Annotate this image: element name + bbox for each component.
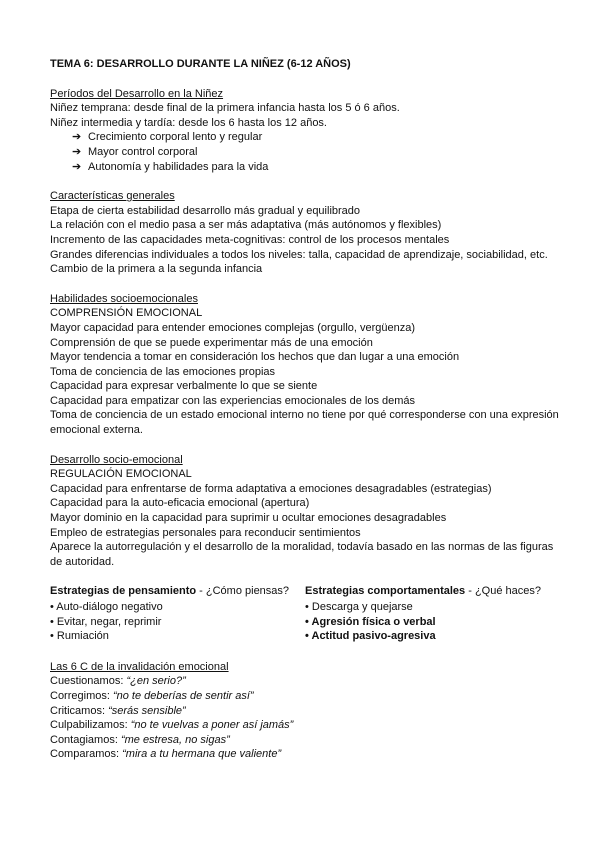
text-line: Mayor tendencia a tomar en consideración los hechos que dan lugar a una emoción: [50, 351, 460, 364]
section-heading: Las 6 C de la invalidación emocional: [50, 660, 229, 673]
strategies-behavioral-label: Estrategias comportamentales: [305, 585, 466, 598]
bullet-item: • Evitar, negar, reprimir: [50, 615, 162, 628]
strategies-columns: [50, 584, 560, 643]
invalidation-verb: Contagiamos:: [50, 733, 121, 746]
arrow-icon: ➔: [72, 131, 82, 144]
section-heading: Desarrollo socio-emocional: [50, 453, 183, 466]
invalidation-item: [50, 674, 560, 689]
invalidation-item: [50, 704, 560, 719]
document-title: TEMA 6: DESARROLLO DURANTE LA NIÑEZ (6-12 AÑOS): [50, 58, 351, 70]
text-line: Capacidad para empatizar con las experiencias emocionales de los demás: [50, 394, 416, 407]
text-line: Niñez intermedia y tardía: desde los 6 hasta los 12 años.: [50, 116, 327, 129]
arrow-icon: ➔: [72, 160, 82, 173]
text-line: Capacidad para enfrentarse de forma adaptativa a emociones desagradables (estrategias): [50, 482, 492, 495]
bullet-item: • Rumiación: [50, 630, 109, 643]
strategies-thinking: [50, 584, 305, 643]
arrow-list: [50, 130, 560, 174]
text-line: Empleo de estrategias personales para reconducir sentimientos: [50, 526, 361, 539]
arrow-item-text: Mayor control corporal: [88, 145, 198, 158]
text-line: Capacidad para la auto-eficacia emocional (apertura): [50, 497, 310, 510]
invalidation-verb: Cuestionamos:: [50, 675, 127, 688]
invalidation-verb: Criticamos:: [50, 704, 109, 717]
text-line: Aparece la autorregulación y el desarrollo de la moralidad, todavía basado en las normas de las figuras de autoridad.: [50, 541, 554, 568]
invalidation-verb: Corregimos:: [50, 689, 113, 702]
strategies-behavioral-question: - ¿Qué haces?: [465, 585, 541, 598]
invalidation-verb: Comparamos:: [50, 748, 123, 761]
section-heading: Períodos del Desarrollo en la Niñez: [50, 87, 224, 100]
text-line: Grandes diferencias individuales a todos los niveles: talla, capacidad de aprendizaje, sociabilidad, etc.: [50, 248, 548, 261]
text-line: Capacidad para expresar verbalmente lo que se siente: [50, 380, 318, 393]
invalidation-item: [50, 718, 560, 733]
text-line: Toma de conciencia de las emociones propias: [50, 365, 276, 378]
bullet-item: • Auto-diálogo negativo: [50, 601, 163, 613]
section-habilidades: [50, 292, 560, 438]
arrow-item-text: Autonomía y habilidades para la vida: [88, 160, 269, 173]
bullet-item-bold: • Actitud pasivo-agresiva: [305, 630, 436, 643]
arrow-list-item: [72, 145, 560, 160]
section-periodos: [50, 87, 560, 175]
invalidation-item: [50, 689, 560, 704]
text-line: Incremento de las capacidades meta-cognitivas: control de los procesos mentales: [50, 233, 450, 246]
text-line: Mayor dominio en la capacidad para suprimir u ocultar emociones desagradables: [50, 512, 447, 525]
text-line: Comprensión de que se puede experimentar más de una emoción: [50, 336, 373, 349]
text-line: Niñez temprana: desde final de la primera infancia hasta los 5 ó 6 años.: [50, 102, 400, 115]
arrow-list-item: [72, 130, 560, 145]
text-line: Toma de conciencia de un estado emocional interno no tiene por qué corresponderse con una expresión emocional externa.: [50, 409, 559, 437]
invalidation-item: [50, 733, 560, 748]
invalidation-quote: “no te vuelvas a poner así jamás”: [130, 719, 294, 732]
strategies-behavioral: [305, 584, 560, 643]
bullet-item-bold: • Agresión física o verbal: [305, 615, 436, 628]
arrow-list-item: [72, 160, 560, 175]
section-heading: Características generales: [50, 190, 175, 203]
section-caracteristicas: [50, 189, 560, 277]
text-line: Cambio de la primera a la segunda infancia: [50, 263, 263, 276]
invalidation-verb: Culpabilizamos:: [50, 719, 131, 732]
section-heading: Habilidades socioemocionales: [50, 292, 198, 305]
section-desarrollo: [50, 453, 560, 570]
section-subheading: REGULACIÓN EMOCIONAL: [50, 468, 192, 481]
strategies-behavioral-header: [305, 584, 560, 599]
invalidation-quote: “¿en serio?”: [126, 675, 186, 688]
arrow-item-text: Crecimiento corporal lento y regular: [88, 131, 263, 144]
strategies-thinking-question: - ¿Cómo piensas?: [196, 585, 290, 598]
bullet-item: • Descarga y quejarse: [305, 601, 413, 613]
strategies-thinking-label: Estrategias de pensamiento: [50, 585, 197, 598]
invalidation-quote: “serás sensible”: [108, 704, 186, 717]
document-content: [50, 57, 560, 777]
section-invalidacion: [50, 660, 560, 762]
invalidation-item: [50, 747, 560, 762]
invalidation-quote: “mira a tu hermana que valiente”: [122, 748, 282, 761]
text-line: Mayor capacidad para entender emociones complejas (orgullo, vergüenza): [50, 321, 416, 334]
text-line: Etapa de cierta estabilidad desarrollo más gradual y equilibrado: [50, 204, 361, 217]
invalidation-quote: “me estresa, no sigas”: [120, 733, 230, 746]
text-line: La relación con el medio pasa a ser más adaptativa (más autónomos y flexibles): [50, 219, 442, 232]
invalidation-quote: “no te deberías de sentir así”: [112, 689, 254, 702]
arrow-icon: ➔: [72, 145, 82, 158]
section-subheading: COMPRENSIÓN EMOCIONAL: [50, 307, 203, 320]
strategies-thinking-header: [50, 584, 305, 599]
